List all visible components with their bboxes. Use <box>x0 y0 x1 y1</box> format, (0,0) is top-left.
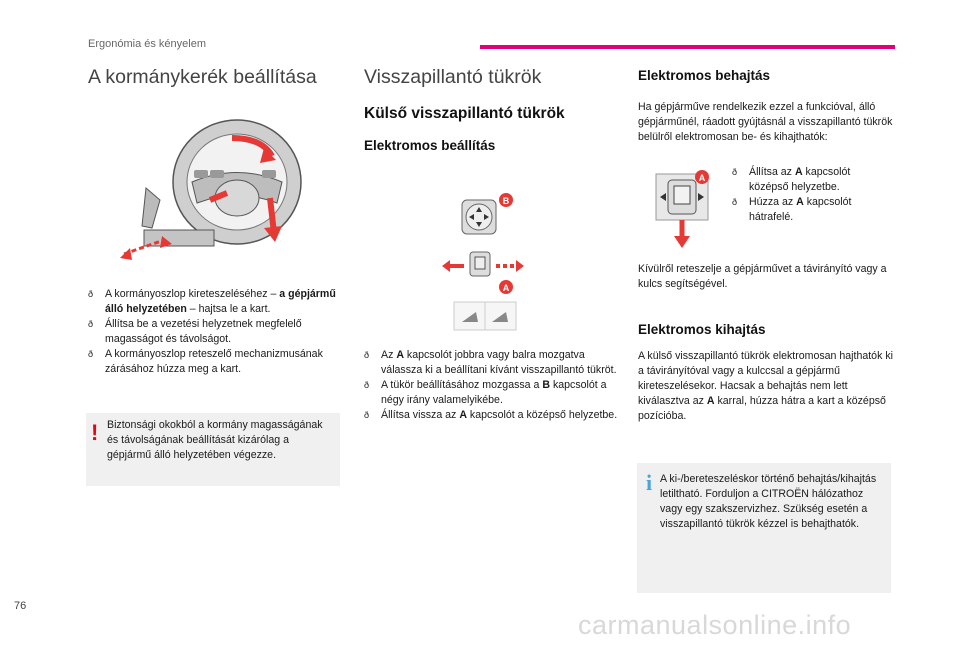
watermark: carmanualsonline.info <box>578 610 852 640</box>
list-item: ð A tükör beállításához mozgassa a B kapcsolót a négy irány valamelyikébe. <box>364 378 619 408</box>
mirrors-title: Visszapillantó tükrök <box>364 66 542 88</box>
electric-folding-heading: Elektromos behajtás <box>638 68 771 83</box>
mirror-adjust-steps-list <box>364 348 619 423</box>
header-accent-bar <box>480 45 895 49</box>
external-mirrors-subtitle: Külső visszapillantó tükrök <box>364 105 565 122</box>
electric-folding-outro: Kívülről reteszelje a gépjárművet a távirányító vagy a kulcs segítségével. <box>638 263 887 290</box>
electric-adjust-heading: Elektromos beállítás <box>364 138 496 153</box>
label-a: A <box>502 283 510 293</box>
steering-steps-list <box>88 287 338 377</box>
info-text: A ki-/bereteszeléskor történő behajtás/kihajtás letiltható. Forduljon a CITROËN hálózathoz vagy egy szakszervizhez. Szükség esetén a visszapillantó tükrök kézzel is behajthatók. <box>660 473 877 530</box>
list-item: ð Húzza az A kapcsolót hátrafelé. <box>732 195 882 225</box>
list-item: ð Állítsa az A kapcsolót középső helyzetbe. <box>732 165 882 195</box>
list-item: ð Az A kapcsolót jobbra vagy balra mozgatva válassza ki a beállítani kívánt visszapillantó tükröt. <box>364 348 619 378</box>
list-item: ð Állítsa vissza az A kapcsolót a középső helyzetbe. <box>364 408 619 423</box>
warning-text: Biztonsági okokból a kormány magasságának és távolságának beállítását kizárólag a gépjármű álló helyzetében végezze. <box>107 419 323 461</box>
mirror-control-illustration <box>440 190 540 336</box>
label-b: B <box>502 196 510 206</box>
folding-steps-list <box>732 165 882 225</box>
steering-wheel-illustration <box>112 108 322 266</box>
page-number: 76 <box>14 600 27 612</box>
steering-wheel-title: A kormánykerék beállítása <box>88 66 317 88</box>
label-a: A <box>698 173 706 183</box>
electric-unfolding-heading: Elektromos kihajtás <box>638 322 766 337</box>
section-header: Ergonómia és kényelem <box>88 38 207 50</box>
electric-folding-intro: Ha gépjárműve rendelkezik ezzel a funkcióval, álló gépjárműnél, ráadott gyújtásnál a visszapillantó tükrök belülről elektromosan be- és kihajthatók: <box>638 101 893 143</box>
electric-unfolding-text: A külső visszapillantó tükrök elektromosan hajthatók ki a távirányítóval vagy a kulccsal a gépjármű kireteszelésekor. Hacsak a behajtás nem lett kiválasztva az A karral, húzza hátra a kart a középső pozícióba. <box>638 350 893 422</box>
folding-switch-illustration <box>652 168 714 252</box>
list-item: ð Állítsa be a vezetési helyzetnek megfelelő magasságot és távolságot. <box>88 317 338 347</box>
list-item: ð A kormányoszlop reteszelő mechanizmusának zárásához húzza meg a kart. <box>88 347 338 377</box>
info-icon: i <box>646 470 653 495</box>
warning-icon: ! <box>91 420 99 445</box>
list-item: ð A kormányoszlop kireteszeléséhez – a gépjármű álló helyzetében – hajtsa le a kart. <box>88 287 338 317</box>
